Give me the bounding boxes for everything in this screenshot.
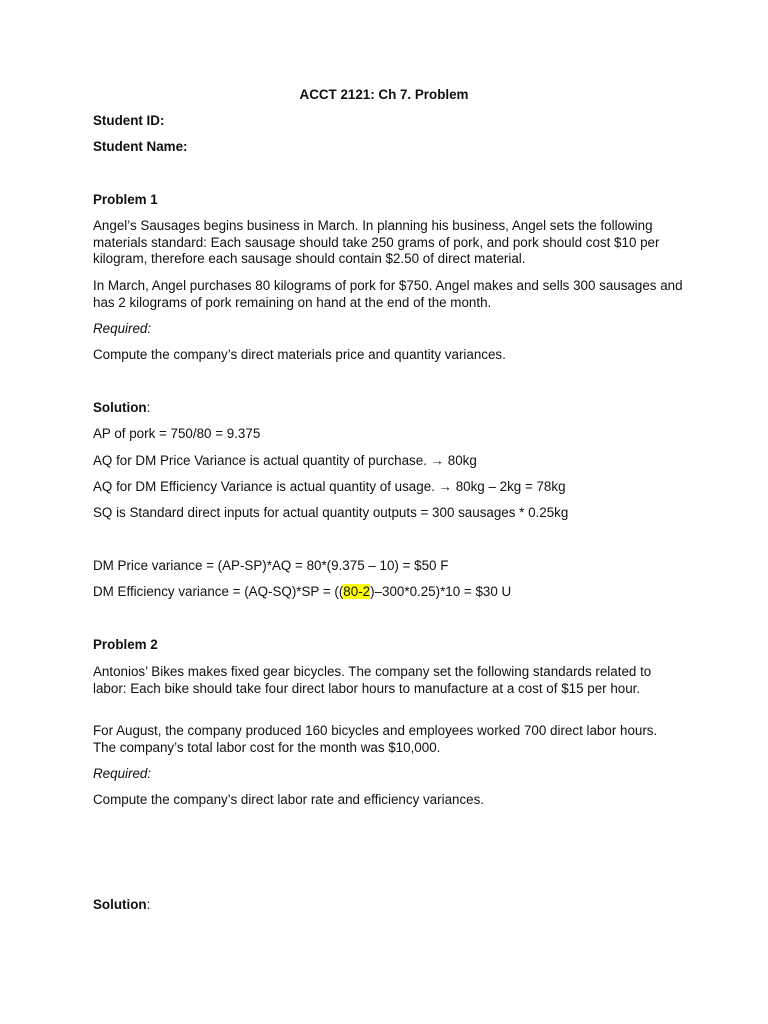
dm-efficiency-variance-post: )–300*0.25)*10 = $30 U bbox=[370, 584, 512, 599]
solution-1-sq-line: SQ is Standard direct inputs for actual quantity outputs = 300 sausages * 0.25kg bbox=[93, 505, 569, 520]
highlighted-text: 80-2 bbox=[343, 584, 371, 599]
solution-1-ap-line: AP of pork = 750/80 = 9.375 bbox=[93, 426, 261, 441]
problem-1-paragraph-1: Angel’s Sausages begins business in March. In planning his business, Angel sets the following materials standard: Each sausage should take 250 grams of pork, and pork should cost $10 per kilogram, therefore each sausage should contain $2.50 of direct material. bbox=[93, 218, 660, 266]
solution-1-aq-efficiency-line: AQ for DM Efficiency Variance is actual quantity of usage. → 80kg – 2kg = 78kg bbox=[93, 479, 566, 494]
problem-1-required-label: Required: bbox=[93, 321, 152, 336]
solution-1-heading-colon: : bbox=[146, 400, 151, 415]
solution-1-aq-price-line: AQ for DM Price Variance is actual quantity of purchase. → 80kg bbox=[93, 453, 477, 468]
solution-2-heading-colon: : bbox=[146, 897, 151, 912]
dm-efficiency-variance-line bbox=[93, 584, 511, 601]
problem-1-paragraph-2: In March, Angel purchases 80 kilograms of pork for $750. Angel makes and sells 300 sausages and has 2 kilograms of pork remaining on hand at the end of the month. bbox=[93, 278, 683, 310]
solution-1-heading bbox=[93, 400, 150, 417]
page-title: ACCT 2121: Ch 7. Problem bbox=[299, 87, 469, 102]
problem-2-heading: Problem 2 bbox=[93, 637, 158, 652]
solution-2-heading bbox=[93, 897, 150, 914]
problem-1-heading: Problem 1 bbox=[93, 192, 158, 207]
solution-1-heading-text: Solution bbox=[93, 400, 147, 415]
dm-efficiency-variance-pre: DM Efficiency variance = (AQ-SQ)*SP = (( bbox=[93, 584, 344, 599]
problem-2-paragraph-2: For August, the company produced 160 bicycles and employees worked 700 direct labor hours. The company’s total labor cost for the month was $10,000. bbox=[93, 723, 658, 755]
solution-2-heading-text: Solution bbox=[93, 897, 147, 912]
problem-1-task: Compute the company’s direct materials price and quantity variances. bbox=[93, 347, 506, 362]
problem-2-required-label: Required: bbox=[93, 766, 152, 781]
problem-2-task: Compute the company’s direct labor rate and efficiency variances. bbox=[93, 792, 485, 807]
student-id-label: Student ID: bbox=[93, 113, 165, 128]
dm-price-variance-line: DM Price variance = (AP-SP)*AQ = 80*(9.375 – 10) = $50 F bbox=[93, 558, 449, 573]
student-name-label: Student Name: bbox=[93, 139, 188, 154]
problem-2-paragraph-1: Antonios’ Bikes makes fixed gear bicycles. The company set the following standards related to labor: Each bike should take four direct labor hours to manufacture at a cost of $15 per hour. bbox=[93, 664, 652, 696]
